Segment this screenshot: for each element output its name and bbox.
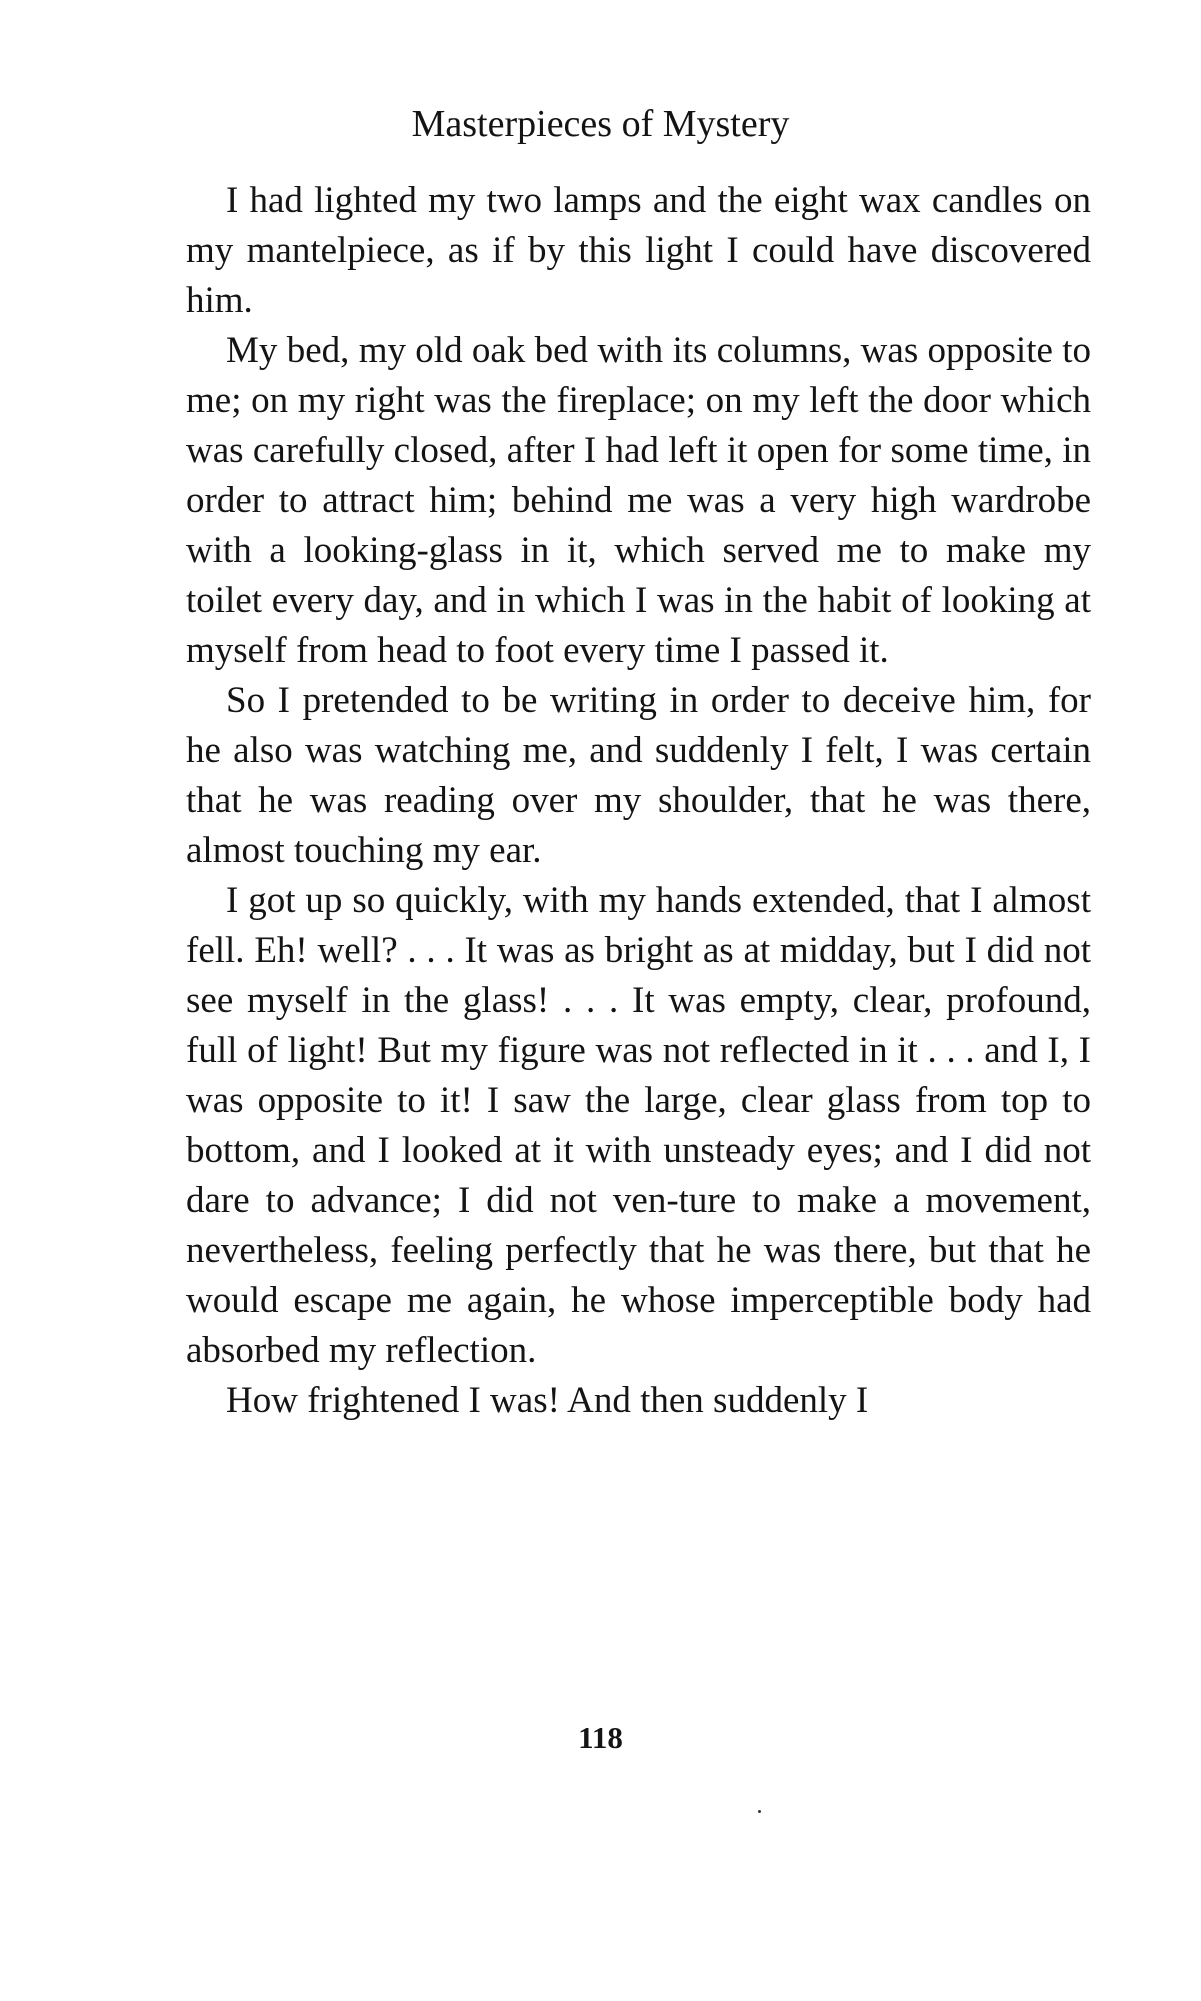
page-number: 118	[578, 1720, 623, 1755]
paragraph-2: My bed, my old oak bed with its columns, was opposite to me; on my right was the fireplace; on my left the door which was carefully closed, after I had left it open for some time, in order to attract him; behind me was a very high wardrobe with a looking-glass in it, which served me to make my toilet every day, and in which I was in the habit of looking at myself from head to foot every time I passed it.	[186, 330, 1091, 671]
paragraph-5: How frightened I was! And then suddenly I	[226, 1380, 869, 1421]
paragraph-4: I got up so quickly, with my hands extended, that I almost fell. Eh! well? . . . It was as bright as at midday, but I did not see myself in the glass! . . . It was empty, clear, profound, full of light! But my figure was not reflected in it . . . and I, I was opposite to it! I saw the large, clear glass from top to bottom, and I looked at it with unsteady eyes; and I did not dare to advance; I did not ven-ture to make a movement, nevertheless, feeling perfectly that he was there, but that he would escape me again, he whose imperceptible body had absorbed my reflection.	[186, 880, 1091, 1371]
body-text	[186, 176, 1091, 1426]
running-head: Masterpieces of Mystery	[411, 103, 790, 145]
paragraph-3: So I pretended to be writing in order to deceive him, for he also was watching me, and suddenly I felt, I was certain that he was reading over my shoulder, that he was there, almost touching my ear.	[186, 680, 1091, 871]
paragraph-1: I had lighted my two lamps and the eight wax candles on my mantelpiece, as if by this light I could have discovered him.	[186, 180, 1091, 321]
ink-speck	[758, 1810, 761, 1813]
